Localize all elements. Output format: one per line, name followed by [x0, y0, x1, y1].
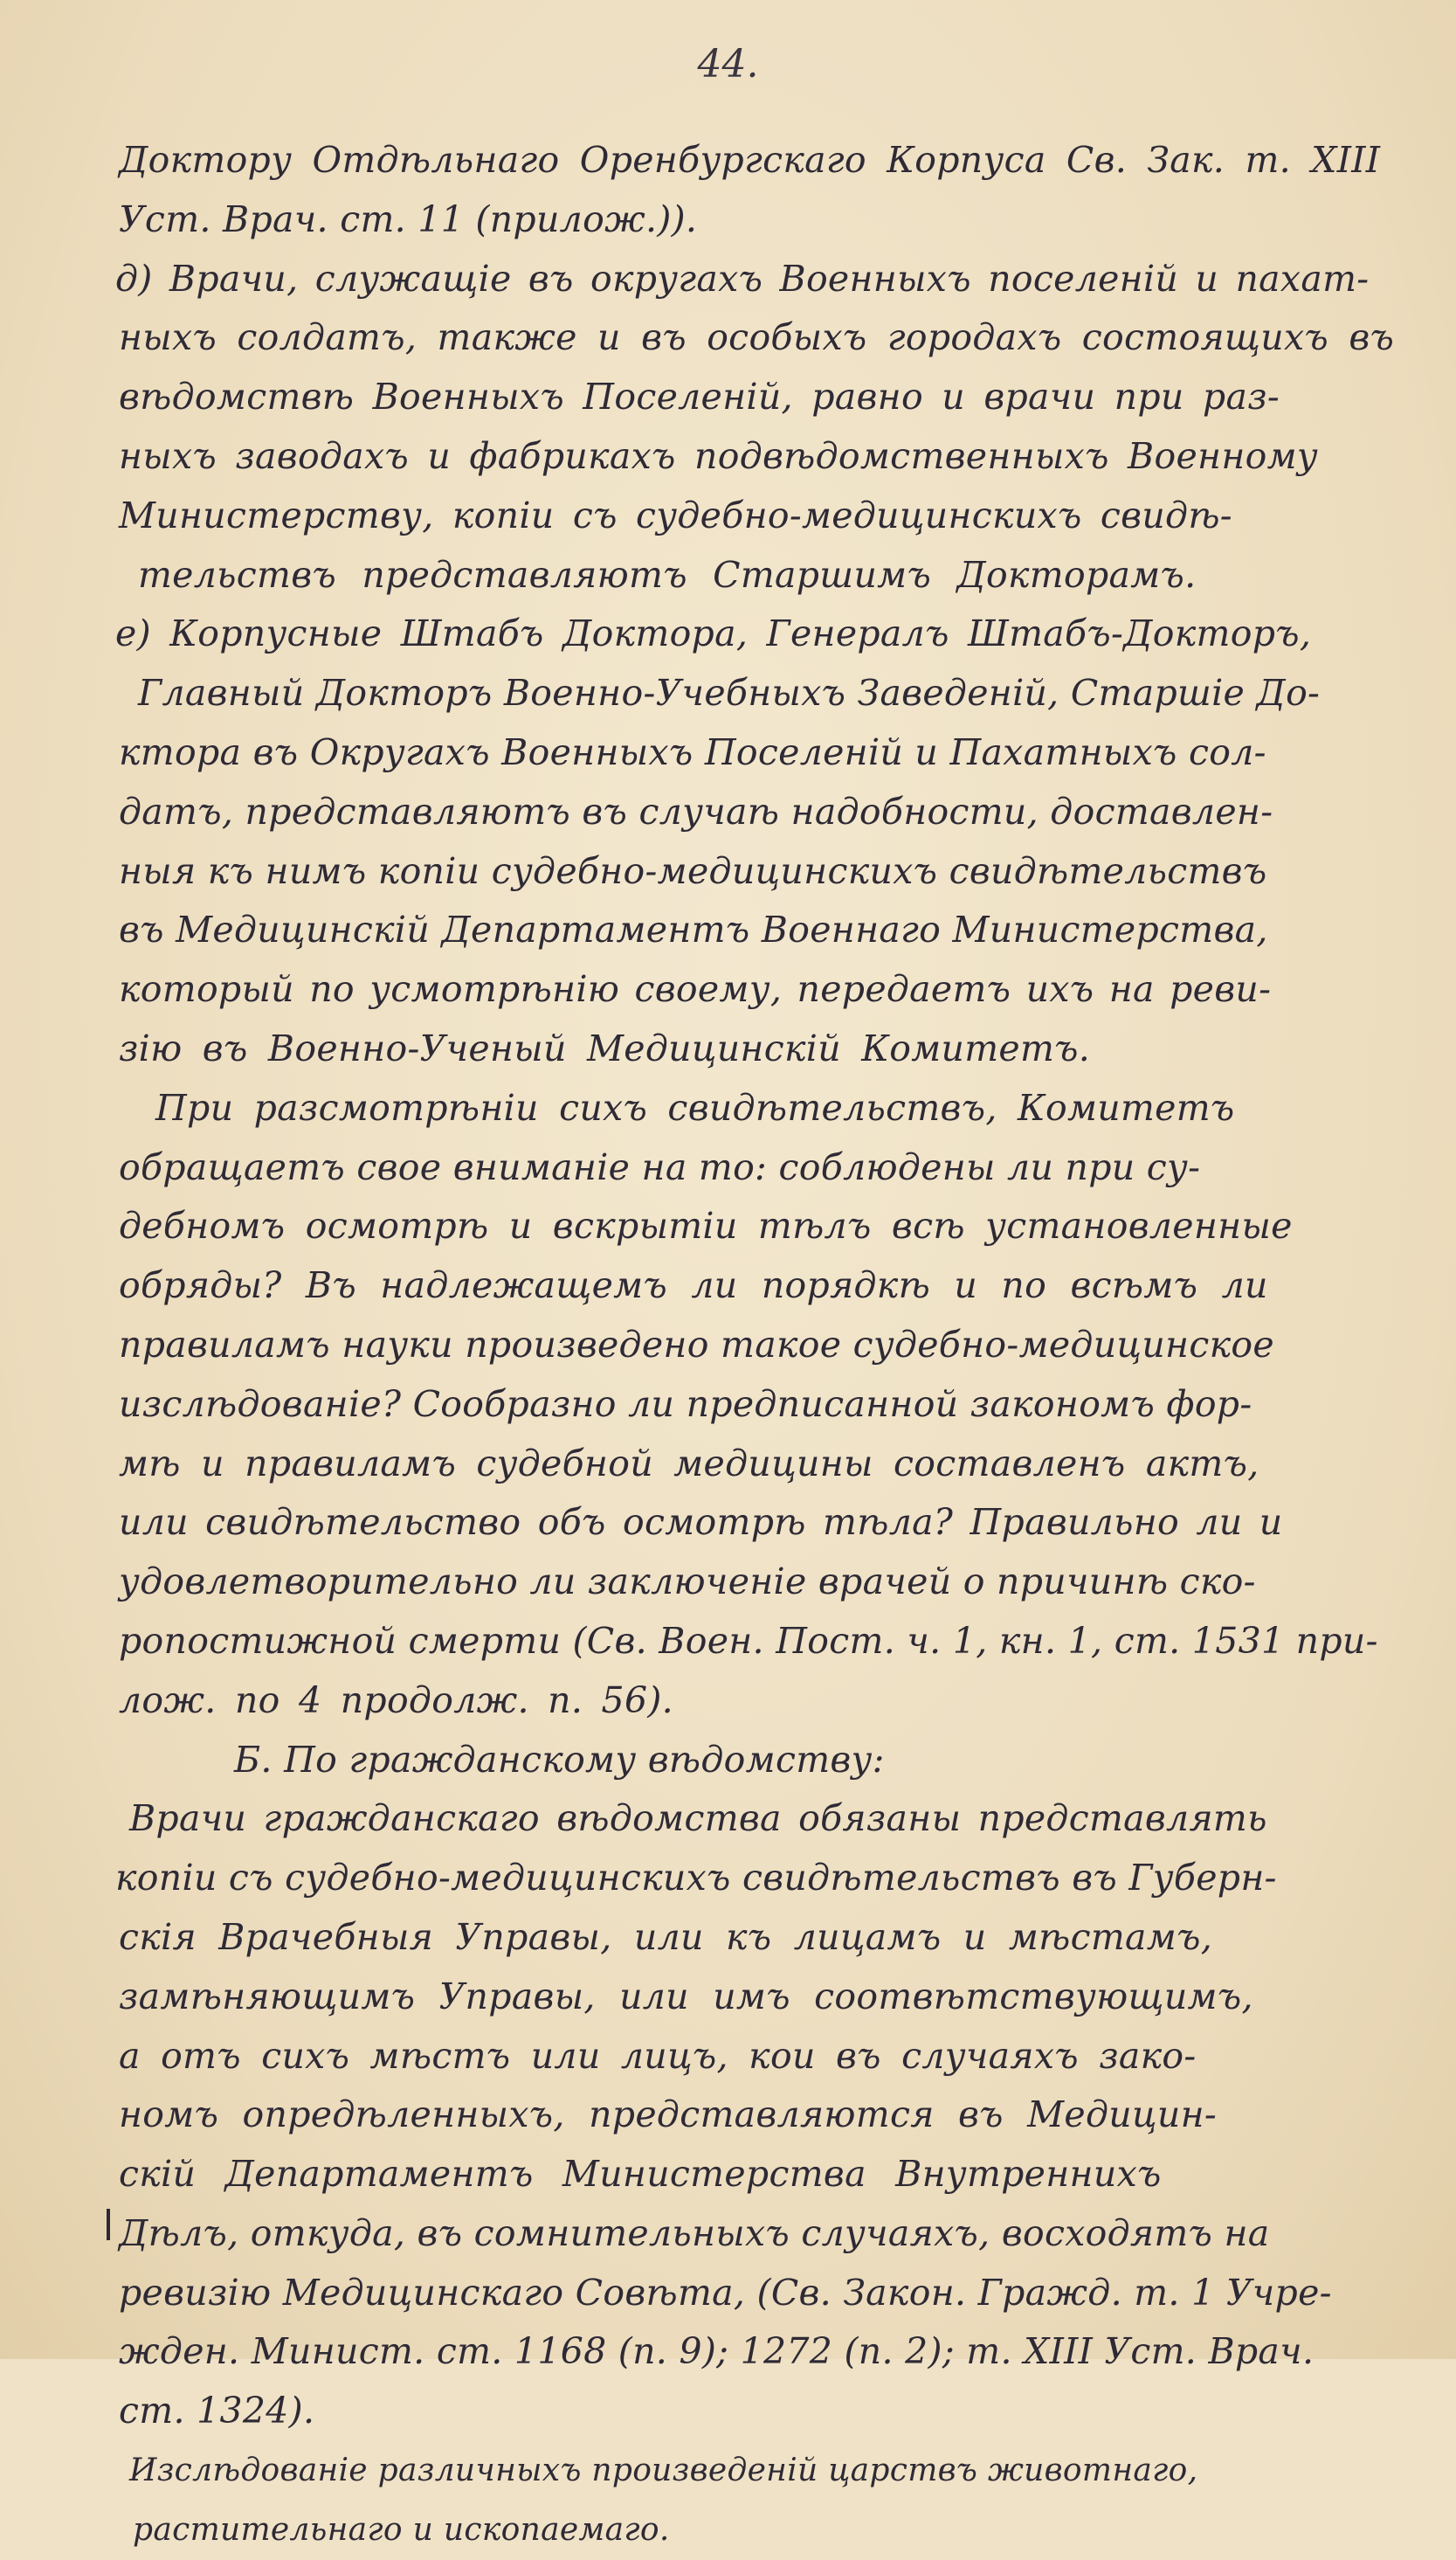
text-line: правиламъ науки произведено такое судебно-медицинское: [119, 1323, 1274, 1366]
manuscript-text: [103, 131, 1395, 2560]
text-line: д) Врачи, служащіе въ округахъ Военныхъ поселеній и пахат-: [115, 257, 1370, 300]
page-number: 44.: [697, 42, 759, 86]
text-line: копіи съ судебно-медицинскихъ свидѣтельствъ въ Губерн-: [115, 1857, 1277, 1899]
text-line: Изслѣдованіе различныхъ произведеній царствъ животнаго,: [129, 2453, 1198, 2489]
margin-rule: [107, 2209, 110, 2240]
text-line: датъ, представляютъ въ случаѣ надобности, доставлен-: [119, 790, 1273, 833]
text-line: ныя къ нимъ копіи судебно-медицинскихъ свидѣтельствъ: [119, 849, 1267, 892]
text-line: При разсмотрѣніи сихъ свидѣтельствъ, Комитетъ: [155, 1086, 1235, 1129]
text-line: скій Департаментъ Министерства Внутреннихъ: [119, 2153, 1162, 2196]
text-line: Министерству, копіи съ судебно-медицинскихъ свидѣ-: [119, 494, 1232, 536]
text-line: растительнаго и ископаемаго.: [133, 2511, 670, 2548]
text-line: замѣняющимъ Управы, или имъ соотвѣтствующимъ,: [119, 1975, 1253, 2017]
text-line: изслѣдованіе? Сообразно ли предписанной закономъ фор-: [119, 1382, 1252, 1425]
text-line: е) Корпусные Штабъ Доктора, Генералъ Штабъ-Докторъ,: [115, 612, 1312, 655]
text-line: Б. По гражданскому вѣдомству:: [234, 1738, 885, 1781]
text-line: или свидѣтельство объ осмотрѣ тѣла? Правильно ли и: [119, 1501, 1283, 1544]
text-line: Уст. Врач. ст. 11 (прилож.)).: [119, 197, 698, 240]
text-line: удовлетворительно ли заключеніе врачей о причинѣ ско-: [119, 1560, 1256, 1603]
text-line: ревизію Медицинскаго Совѣта, (Св. Закон. Гражд. т. 1 Учре-: [119, 2271, 1332, 2314]
text-line: а отъ сихъ мѣстъ или лицъ, кои въ случаяхъ зако-: [119, 2034, 1197, 2077]
text-line: ропостижной смерти (Св. Воен. Пост. ч. 1, кн. 1, ст. 1531 при-: [119, 1619, 1378, 1662]
text-line: вѣдомствѣ Военныхъ Поселеній, равно и врачи при раз-: [119, 376, 1280, 419]
text-line: ныхъ заводахъ и фабрикахъ подвѣдомственныхъ Военному: [119, 434, 1318, 477]
text-line: ст. 1324).: [119, 2390, 315, 2432]
text-line: который по усмотрѣнію своему, передаетъ ихъ на реви-: [119, 968, 1272, 1011]
text-line: Главный Докторъ Военно-Учебныхъ Заведеній, Старшіе До-: [138, 672, 1321, 715]
text-line: обряды? Въ надлежащемъ ли порядкѣ и по всѣмъ ли: [119, 1264, 1268, 1307]
text-line: жден. Минист. ст. 1168 (п. 9); 1272 (п. 2); т. XIII Уст. Врач.: [119, 2330, 1315, 2373]
text-line: тельствъ представляютъ Старшимъ Докторамъ.: [138, 553, 1197, 596]
text-line: лож. по 4 продолж. п. 56).: [119, 1678, 673, 1721]
text-line: ктора въ Округахъ Военныхъ Поселеній и Пахатныхъ сол-: [119, 730, 1266, 773]
text-line: скія Врачебныя Управы, или къ лицамъ и мѣстамъ,: [119, 1915, 1213, 1958]
text-line: дебномъ осмотрѣ и вскрытіи тѣлъ всѣ установленные: [119, 1205, 1293, 1248]
text-line: Доктору Отдѣльнаго Оренбургскаго Корпуса Св. Зак. т. XIII: [119, 139, 1381, 181]
text-line: ныхъ солдатъ, также и въ особыхъ городахъ состоящихъ въ: [119, 316, 1395, 359]
text-line: Дѣлъ, откуда, въ сомнительныхъ случаяхъ, восходятъ на: [119, 2211, 1270, 2254]
text-line: мѣ и правиламъ судебной медицины составленъ актъ,: [119, 1442, 1259, 1484]
text-line: обращаетъ свое вниманіе на то: соблюдены ли при су-: [119, 1145, 1201, 1188]
text-line: зію въ Военно-Ученый Медицинскій Комитетъ.: [119, 1027, 1091, 1069]
text-line: Врачи гражданскаго вѣдомства обязаны представлять: [129, 1797, 1267, 1840]
text-line: въ Медицинскій Департаментъ Военнаго Министерства,: [119, 909, 1268, 951]
text-line: номъ опредѣленныхъ, представляются въ Медицин-: [119, 2093, 1218, 2136]
